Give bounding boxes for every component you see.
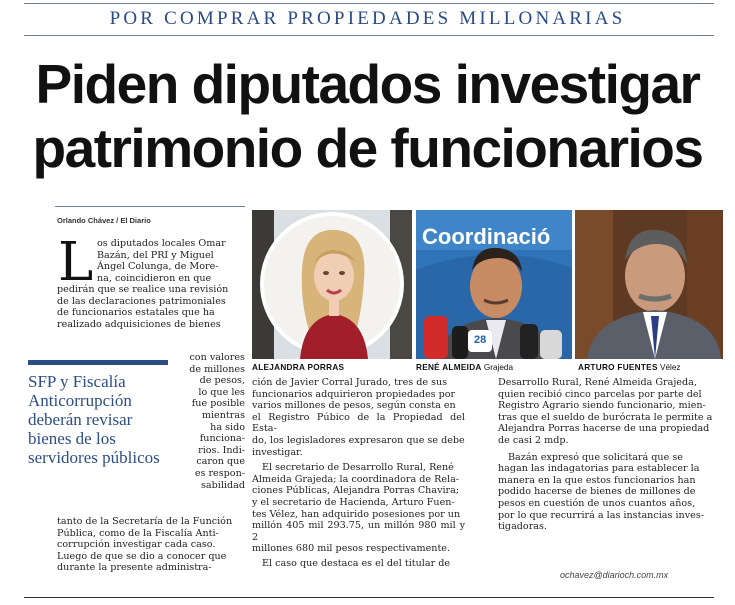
text-line: caron que	[196, 456, 245, 468]
text-line: Bazán expresó que solicitará que se	[508, 451, 683, 463]
byline: Orlando Chávez / El Diario	[57, 216, 151, 225]
author-email: ochavez@diarioch.com.mx	[560, 570, 669, 580]
text-line: ciones Públicas, Alejandra Porras Chavira;	[252, 485, 460, 497]
mic-label: 28	[474, 334, 487, 346]
text-line: varios millones de pesos, según consta en	[252, 400, 456, 412]
text-line: na, coincidieron en que	[97, 272, 212, 284]
text-line: realizado adquisiciones de bienes	[57, 318, 221, 330]
caption-surname: Grajeda	[483, 363, 514, 372]
text-line: tras que el sueldo de burócrata le permite a	[498, 411, 713, 423]
col1-lead	[97, 238, 245, 284]
portrait-illustration	[252, 210, 412, 359]
text-line: pedirán que se realice una revisión	[57, 284, 229, 295]
photo-rene-almeida	[416, 210, 572, 359]
text-line: investigar.	[252, 446, 303, 458]
text-line: de las declaraciones patrimoniales	[57, 295, 226, 307]
text-line: os diputados locales Omar	[97, 238, 226, 249]
text-line: Alejandra Porras hacerse de una propiedad	[498, 423, 710, 435]
col3	[498, 377, 724, 533]
col2	[252, 377, 465, 570]
text-line: Almeida Grajeda; la coordinadora de Rela-	[252, 473, 460, 485]
text-line: podido hacerse de bienes de millones de	[498, 486, 696, 498]
kicker-rule	[24, 35, 714, 36]
caption-surname: Vélez	[660, 363, 681, 372]
headline-rule	[55, 206, 245, 207]
kicker: POR COMPRAR PROPIEDADES MILLONARIAS	[109, 8, 626, 29]
portrait-illustration	[575, 210, 723, 359]
text-line: mientras	[201, 409, 245, 421]
text-line: hagan las indagatorias para establecer la	[498, 463, 700, 475]
text-line: El secretario de Desarrollo Rural, René	[262, 462, 454, 474]
text-line: funciona-	[199, 433, 245, 445]
text-line: sabilidad	[201, 479, 245, 491]
pull-quote: SFP y Fiscalía Anticorrupción deberán revisar bienes de los servidores públicos	[28, 372, 160, 467]
text-line: quien recibió cinco parcelas por parte del	[498, 388, 702, 400]
text-line: durante la presente administra-	[57, 562, 212, 574]
caption-alejandra-porras	[252, 363, 344, 372]
text-line: rios. Indi-	[198, 444, 245, 456]
drop-cap: L	[58, 232, 94, 293]
text-line: de funcionarios estatales que ha	[57, 307, 215, 319]
text-line: pesos en cuestión de unos cuantos años,	[498, 497, 696, 509]
caption-rene-almeida	[416, 363, 513, 372]
text-line: Registro Agrario siendo funcionario, mien-	[498, 400, 706, 412]
headline	[0, 52, 735, 180]
text-line: tes Vélez, han adquirido posesiones por un	[252, 508, 461, 520]
headline-line-2: patrimonio de funcionarios	[32, 117, 703, 179]
col1-narrow	[174, 352, 245, 491]
caption-name: RENÉ ALMEIDA	[416, 363, 482, 372]
text-line: el Registro Púbico de la Propiedad del Esta-	[252, 411, 465, 435]
text-line: y el secretario de Hacienda, Arturo Fuen-	[252, 496, 455, 508]
text-line: Luego de que se dio a conocer que	[57, 550, 227, 562]
backdrop-text: Coordinació	[422, 224, 551, 249]
text-line: es respon-	[194, 467, 245, 479]
text-line: El caso que destaca es el del titular de	[262, 557, 451, 569]
caption-name: ARTURO FUENTES	[578, 363, 658, 372]
caption-name: ALEJANDRA PORRAS	[252, 363, 345, 372]
headline-line-1: Piden diputados investigar	[35, 53, 700, 115]
text-line: tigadoras.	[498, 521, 547, 533]
text-line: lo que les	[198, 386, 245, 398]
text-line: ción de Javier Corral Jurado, tres de sus	[252, 377, 448, 388]
text-line: Bazán, del PRI y Miguel	[97, 249, 214, 261]
text-line: tanto de la Secretaría de la Función	[57, 516, 233, 527]
text-line: Pública, como de la Fiscalía Anti-	[57, 527, 219, 539]
col1-tail	[57, 516, 245, 574]
pull-quote-bar	[28, 360, 168, 365]
text-line: Desarrollo Rural, René Almeida Grajeda,	[498, 377, 697, 388]
text-line: fue posible	[191, 398, 245, 410]
text-line: de millones	[189, 363, 245, 375]
text-line: por lo que recurrirá a las instancias inves-	[498, 509, 705, 521]
text-line: millón 405 mil 293.75, un millón 980 mil y 2	[252, 520, 465, 543]
text-line: manera en la que estos funcionarios han	[498, 474, 696, 486]
bottom-rule	[24, 597, 714, 598]
top-rule	[24, 3, 714, 4]
text-line: ha sido	[210, 421, 245, 433]
text-line: do, los legisladores expresaron que se debe	[252, 434, 465, 446]
text-line: corrupción investigar cada caso.	[57, 539, 216, 551]
photo-arturo-fuentes	[575, 210, 723, 359]
col1-full	[57, 284, 245, 330]
text-line: Ángel Colunga, de More-	[97, 261, 219, 273]
text-line: funcionarios adquirieron propiedades por	[252, 388, 456, 400]
caption-arturo-fuentes	[578, 363, 680, 372]
text-line: millones 680 mil pesos respectivamente.	[252, 543, 451, 555]
photo-alejandra-porras	[252, 210, 412, 359]
text-line: de casi 2 mdp.	[498, 434, 569, 446]
text-line: con valores	[189, 352, 245, 363]
text-line: de pesos,	[199, 375, 245, 387]
